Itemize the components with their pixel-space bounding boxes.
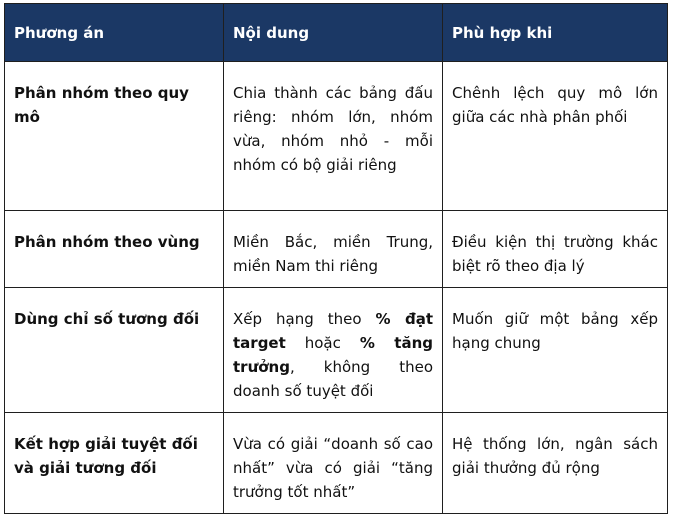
content-text: Vừa có giải “doanh số cao nhất” vừa có giải “tăng trưởng tốt nhất”: [233, 435, 433, 501]
header-content: Nội dung: [224, 4, 443, 62]
options-table: [4, 3, 668, 514]
content-text: Chia thành các bảng đấu riêng: nhóm lớn, nhóm vừa, nhóm nhỏ - mỗi nhóm có bộ giải riêng: [233, 84, 433, 174]
content-text: , không theo doanh số tuyệt đối: [233, 358, 433, 400]
table-header-row: [5, 4, 668, 62]
fit-cell: Muốn giữ một bảng xếp hạng chung: [443, 288, 668, 413]
content-cell: [224, 413, 443, 514]
content-text-bold: % tăng trưởng: [233, 334, 433, 376]
fit-cell: Hệ thống lớn, ngân sách giải thưởng đủ rộng: [443, 413, 668, 514]
table-row: [5, 413, 668, 514]
fit-cell: Điều kiện thị trường khác biệt rõ theo địa lý: [443, 211, 668, 288]
option-cell: Phân nhóm theo quy mô: [5, 62, 224, 211]
content-cell: [224, 62, 443, 211]
header-fit: Phù hợp khi: [443, 4, 668, 62]
content-text: hoặc: [285, 334, 360, 352]
option-cell: Dùng chỉ số tương đối: [5, 288, 224, 413]
option-cell: Kết hợp giải tuyệt đối và giải tương đối: [5, 413, 224, 514]
content-cell: [224, 211, 443, 288]
option-cell: Phân nhóm theo vùng: [5, 211, 224, 288]
content-text: Miền Bắc, miền Trung, miền Nam thi riêng: [233, 233, 433, 275]
table-row: [5, 62, 668, 211]
fit-cell: Chênh lệch quy mô lớn giữa các nhà phân phối: [443, 62, 668, 211]
content-text: Xếp hạng theo: [233, 310, 376, 328]
header-option: Phương án: [5, 4, 224, 62]
content-text-bold: % đạt target: [233, 310, 433, 352]
table-row: [5, 288, 668, 413]
content-cell: [224, 288, 443, 413]
table-row: [5, 211, 668, 288]
